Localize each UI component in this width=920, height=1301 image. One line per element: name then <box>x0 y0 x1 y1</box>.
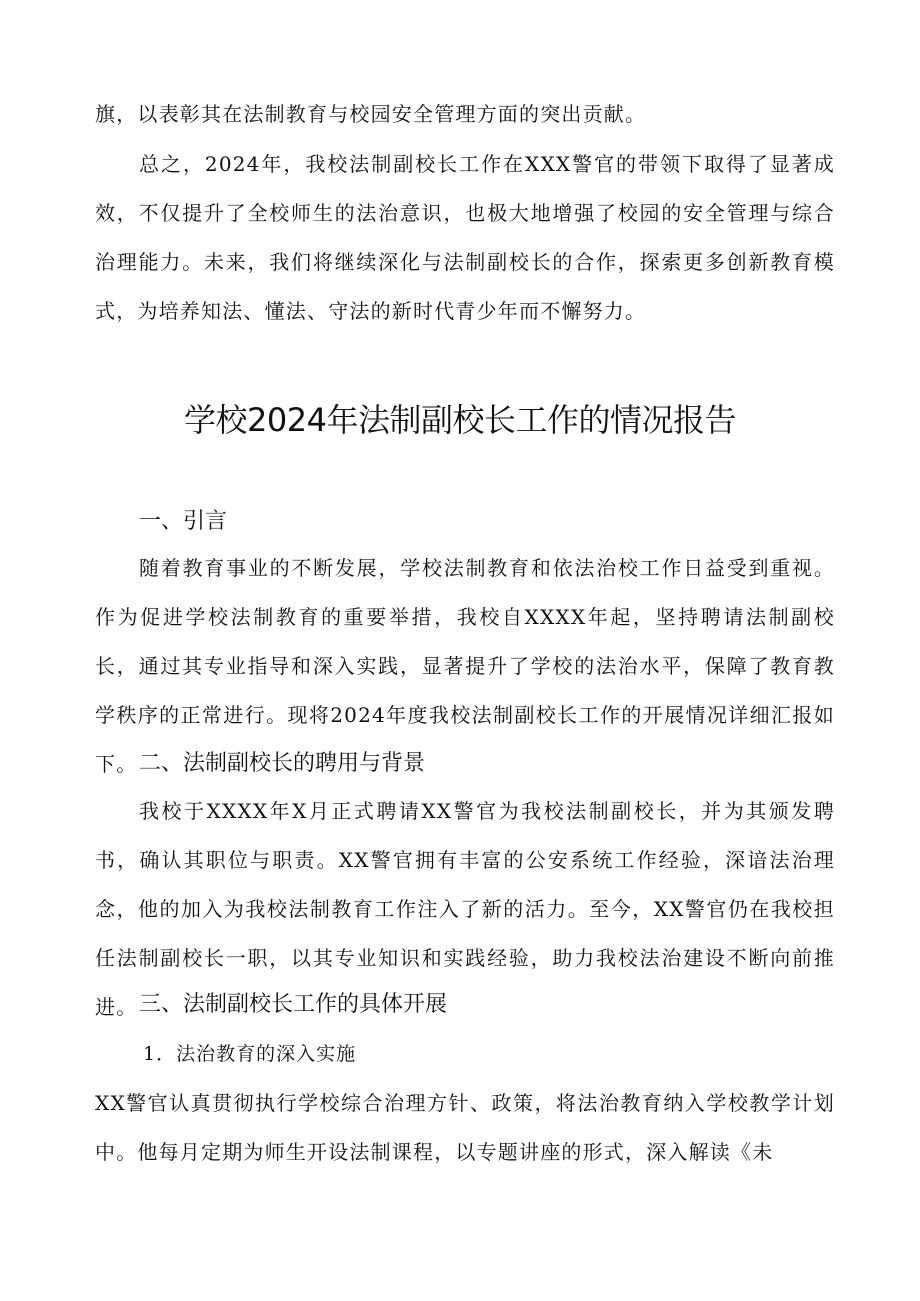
subsection-heading-law-education: 1．法治教育的深入实施 <box>143 1043 357 1065</box>
appointment-paragraph: 我校于XXXX年X月正式聘请XX警官为我校法制副校长，并为其颁发聘书，确认其职位与职责。XX警官拥有丰富的公安系统工作经验，深谙法治理念，他的加入为我校法制教育工作注入了新的活力。至今，XX警官仍在我校担任法制副校长一职，以其专业知识和实践经验，助力我校法治建设不断向前推进。 <box>95 799 835 1019</box>
section-heading-work: 三、法制副校长工作的具体开展 <box>139 992 448 1017</box>
continuation-text: 旗，以表彰其在法制教育与校园安全管理方面的突出贡献。 <box>95 102 647 126</box>
conclusion-paragraph: 总之，2024年，我校法制副校长工作在XXX警官的带领下取得了显著成效，不仅提升了全校师生的法治意识，也极大地增强了校园的安全管理与综合治理能力。未来，我们将继续深化与法制副校长的合作，探索更多创新教育模式，为培养知法、懂法、守法的新时代青少年而不懈努力。 <box>95 152 835 323</box>
introduction-paragraph: 随着教育事业的不断发展，学校法制教育和依法治校工作日益受到重视。作为促进学校法制教育的重要举措，我校自XXXX年起，坚持聘请法制副校长，通过其专业指导和深入实践，显著提升了学校的法治水平，保障了教育教学秩序的正常进行。现将2024年度我校法制副校长工作的开展情况详细汇报如下。 <box>95 556 835 776</box>
report-title: 学校2024年法制副校长工作的情况报告 <box>184 401 736 439</box>
law-education-paragraph: XX警官认真贯彻执行学校综合治理方针、政策，将法治教育纳入学校教学计划中。他每月定期为师生开设法制课程，以专题讲座的形式，深入解读《未 <box>95 1091 835 1164</box>
section-heading-appointment: 二、法制副校长的聘用与背景 <box>139 751 426 776</box>
section-heading-introduction: 一、引言 <box>139 509 228 534</box>
